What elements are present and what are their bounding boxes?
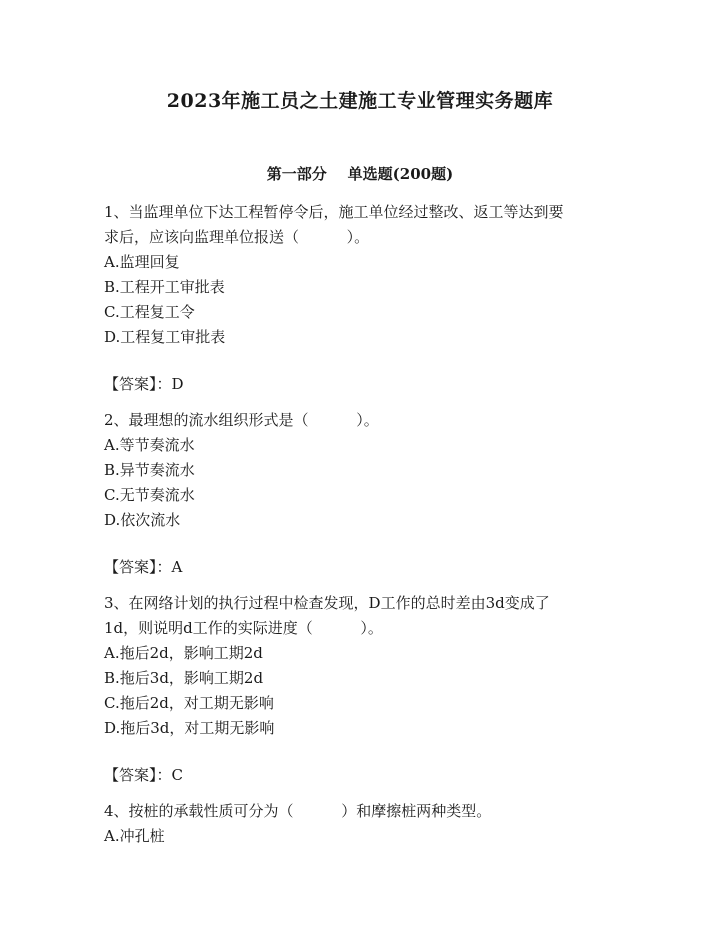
question-stem-continued: 1d，则说明d工作的实际进度（ ）。: [104, 619, 383, 637]
question-4: [104, 799, 624, 849]
option-c: C.工程复工令: [104, 303, 195, 321]
answer-label: 【答案】：A: [104, 558, 183, 576]
question-stem: 4、按桩的承载性质可分为（ ）和摩擦桩两种类型。: [104, 802, 492, 820]
question-stem: 2、最理想的流水组织形式是（ ）。: [104, 411, 379, 429]
question-stem-continued: 求后，应该向监理单位报送（ ）。: [104, 228, 370, 246]
question-stem: 1、当监理单位下达工程暂停令后，施工单位经过整改、返工等达到要: [104, 203, 564, 221]
option-a: A.冲孔桩: [104, 827, 165, 845]
option-d: D.工程复工审批表: [104, 328, 226, 346]
document-title: 2023年施工员之土建施工专业管理实务题库: [166, 90, 554, 112]
option-b: B.拖后3d，影响工期2d: [104, 669, 264, 687]
option-d: D.拖后3d，对工期无影响: [104, 719, 275, 737]
question-2: [104, 408, 624, 580]
question-list: [104, 200, 624, 849]
option-c: C.无节奏流水: [104, 486, 195, 504]
answer-label: 【答案】：C: [104, 766, 183, 784]
option-d: D.依次流水: [104, 511, 181, 529]
option-b: B.异节奏流水: [104, 461, 195, 479]
section-title: 第一部分 单选题(200题): [266, 165, 454, 183]
option-a: A.监理回复: [104, 253, 180, 271]
option-c: C.拖后2d，对工期无影响: [104, 694, 274, 712]
option-a: A.拖后2d，影响工期2d: [104, 644, 263, 662]
question-stem: 3、在网络计划的执行过程中检查发现，D工作的总时差由3d变成了: [104, 594, 550, 612]
option-a: A.等节奏流水: [104, 436, 195, 454]
question-3: [104, 591, 624, 788]
question-1: [104, 200, 624, 397]
answer-label: 【答案】：D: [104, 375, 184, 393]
option-b: B.工程开工审批表: [104, 278, 225, 296]
